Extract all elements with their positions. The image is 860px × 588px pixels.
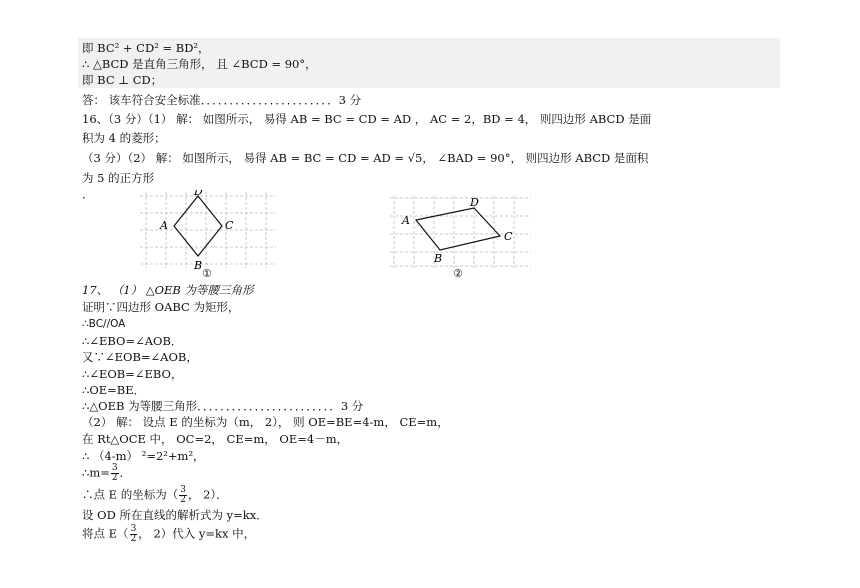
label-a2: A (402, 214, 410, 227)
figure-rhombus (138, 190, 278, 278)
text-line-16: ∴OE=BE． (82, 383, 146, 397)
fraction-denominator: 2 (130, 534, 137, 544)
text-line-21 (82, 464, 131, 483)
square-diagram (388, 194, 533, 270)
text-line-2: ∴ △BCD 是直角三角形， 且 ∠BCD = 90°， (82, 57, 317, 71)
line24-suffix: ， 2）代入 y=kx 中， (138, 526, 256, 541)
text-line-17: ∴△OEB 为等腰三角形．．．．．．．．．．．．．．．．．．．．．．．．3 分 (82, 399, 364, 413)
label-b: B (194, 259, 203, 272)
text-line-20: ∴ （4-m） ²=2²+m²， (82, 449, 205, 463)
fraction-numerator: 3 (180, 485, 186, 495)
line22-suffix: ， 2）． (187, 487, 228, 502)
label-b2: B (434, 252, 443, 265)
line21-prefix: ∴m= (82, 465, 110, 480)
fraction (130, 525, 138, 544)
text-line-6: 积为 4 的菱形； (82, 131, 166, 145)
text-line-24 (82, 525, 255, 544)
text-line-19: 在 Rt△OCE 中， OC=2， CE=m， OE=4－m， (82, 432, 349, 446)
fraction-numerator: 3 (111, 463, 118, 473)
figure-square (388, 194, 533, 270)
text-line-10: 17、 （1） △OEB 为等腰三角形 (82, 283, 254, 297)
figure1-caption: ① (202, 267, 212, 280)
text-line-7: （3 分）（2） 解： 如图所示， 易得 AB = BC = CD = AD = √5， ∠BAD = 90°， 则四边形 ABCD 是面积 (82, 151, 649, 165)
line22-prefix: ∴点 E 的坐标为（ (82, 487, 179, 502)
square-shape (416, 208, 500, 250)
fraction-denominator: 2 (111, 473, 118, 483)
text-line-5: 16、（3 分）（1） 解： 如图所示， 易得 AB = BC = CD = AD ， AC = 2，BD = 4， 则四边形 ABCD 是面 (82, 112, 652, 126)
text-line-15: ∴∠EOB=∠EBO， (82, 367, 183, 381)
figure2-caption: ② (453, 267, 463, 280)
text-line-14: 又∵∠EOB=∠AOB， (82, 350, 198, 364)
fraction-numerator: 3 (130, 524, 137, 534)
fraction-denominator: 2 (180, 495, 186, 505)
label-a: A (160, 219, 168, 232)
text-line-11: 证明∵四边形 OABC 为矩形， (82, 300, 240, 314)
text-line-9: ． (82, 187, 94, 201)
text-line-8: 为 5 的正方形 (82, 171, 155, 185)
line24-prefix: 将点 E（ (82, 526, 129, 541)
text-line-13: ∴∠EBO=∠AOB． (82, 334, 183, 348)
fraction (111, 464, 119, 483)
line21-suffix: ． (119, 465, 132, 480)
label-d: D (194, 190, 203, 198)
text-line-4: 答： 该车符合安全标准．．．．．．．．．．．．．．．．．．．．．．．3 分 (82, 93, 362, 107)
label-d2: D (470, 196, 479, 209)
fraction (179, 486, 187, 505)
text-line-23: 设 OD 所在直线的解析式为 y=kx． (82, 508, 268, 522)
label-c: C (225, 219, 234, 232)
text-line-18: （2） 解： 设点 E 的坐标为（m， 2）， 则 OE=BE=4-m， CE=m， (82, 415, 449, 429)
label-c2: C (504, 230, 513, 243)
text-line-22 (82, 486, 228, 505)
text-line-12: ∴BC//OA (82, 318, 126, 330)
rhombus-diagram (138, 190, 278, 278)
text-line-3: 即 BC ⊥ CD； (82, 73, 163, 87)
text-line-1: 即 BC² + CD² = BD²， (82, 41, 210, 55)
